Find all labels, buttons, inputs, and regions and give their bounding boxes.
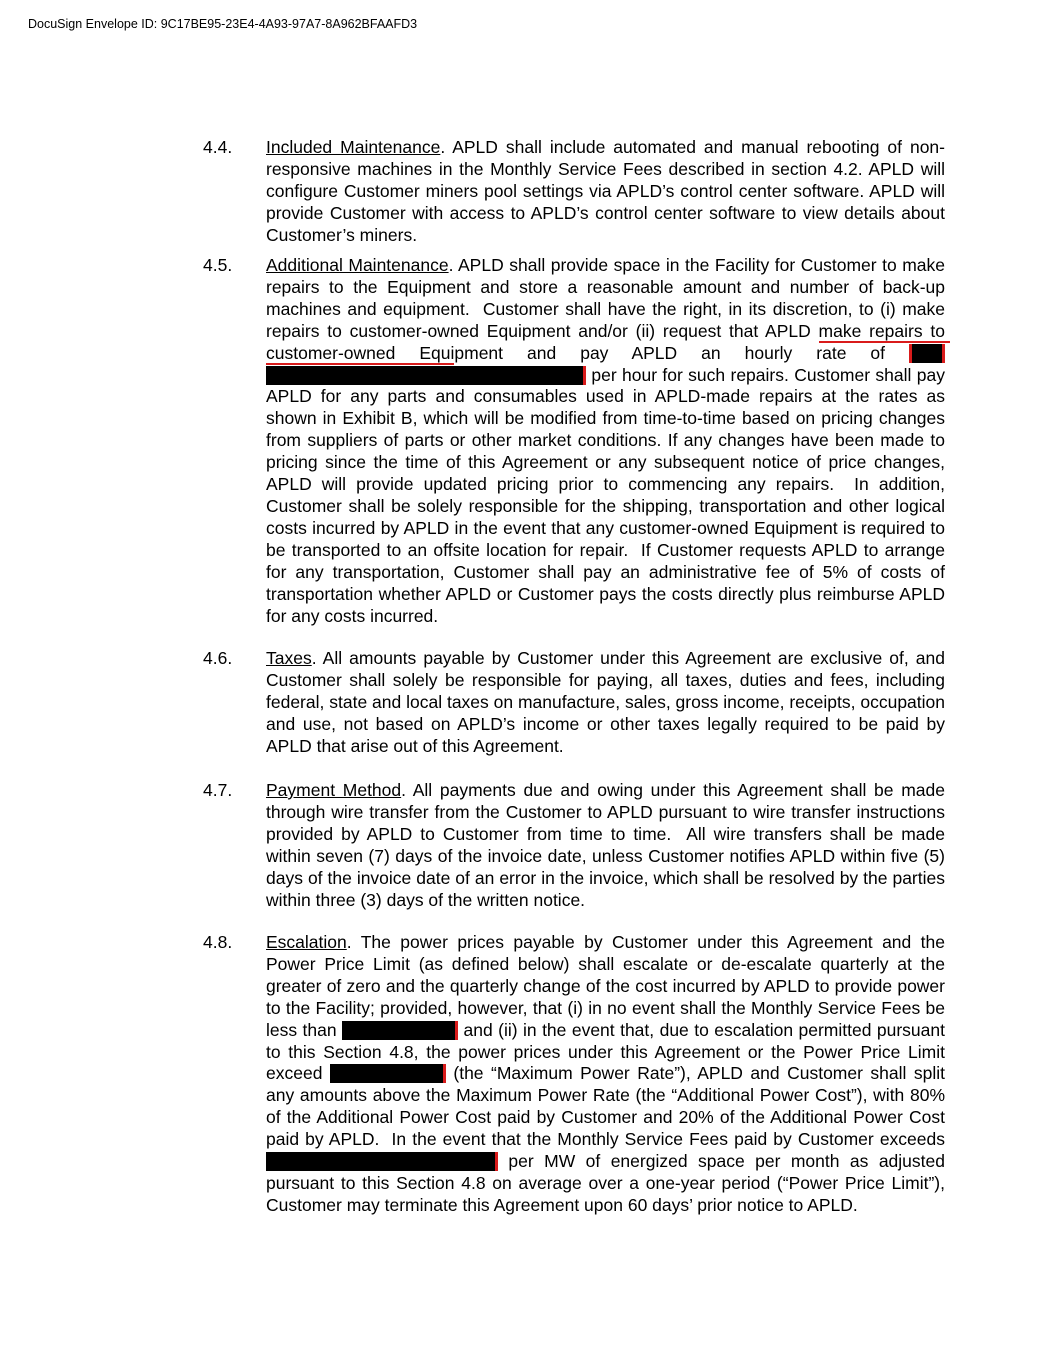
- section-heading: Additional Maintenance: [266, 255, 449, 275]
- section-body: [266, 932, 950, 1217]
- section-body: [266, 255, 950, 627]
- section-text: . All payments due and owing under this Agreement shall be made through wire transfer from the Customer to APLD pursuant to wire transfer instructions provided by APLD to Customer from time to time. All wire transfers shall be made within seven (7) days of the invoice date, unless Customer notifies APLD within five (5) days of the invoice date of an error in the invoice, which shall be resolved by the parties within three (3) days of the written notice.: [266, 780, 950, 910]
- redaction-box: [266, 366, 586, 385]
- section-text: . APLD shall include automated and manual rebooting of non-responsive machines in the Monthly Service Fees described in section 4.2. APLD will configure Customer miners pool settings via APLD’s control center software. APLD will provide Customer with access to APLD’s control center software to view details about Customer’s miners.: [266, 137, 950, 245]
- section-number: 4.8.: [203, 932, 233, 952]
- section-text: per hour for such repairs. Customer shall pay APLD for any parts and consumables used in APLD-made repairs at the rates as shown in Exhibit B, which will be modified from time-to-time based on pricing changes from suppliers of parts or other market conditions. If any changes have been made to pricing since the time of this Agreement or any subsequent notice of price changes, APLD will provide updated pricing prior to commencing any repairs. In addition, Customer shall be solely responsible for the shipping, transportation and other logical costs incurred by APLD in the event that any customer-owned Equipment is required to be transported to an offsite location for repair. If Customer requests APLD to arrange for any transportation, Customer shall pay an administrative fee of 5% of costs of transportation whether APLD or Customer pays the costs directly plus reimburse APLD for any costs incurred.: [266, 364, 950, 626]
- section-text: . All amounts payable by Customer under this Agreement are exclusive of, and Customer shall solely be responsible for paying, all taxes, duties and fees, including federal, state and local taxes on manufacture, sales, gross income, receipts, occupation and use, not based on APLD’s income or other taxes legally required to be paid by APLD that arise out of this Agreement.: [266, 648, 950, 756]
- section-heading: Included Maintenance: [266, 137, 441, 157]
- section-body: [266, 780, 950, 911]
- section-text: per MW of energized space per month as adjusted pursuant to this Section 4.8 on average over a one-year period (“Power Price Limit”), Customer may terminate this Agreement upon 60 days’ prior notice to APLD.: [266, 1151, 950, 1215]
- section-heading: Escalation: [266, 932, 347, 952]
- section-body: [266, 137, 950, 247]
- section-4-6: [203, 648, 950, 758]
- redaction-box: [909, 344, 945, 363]
- section-text: . APLD shall provide space in the Facility for Customer to make repairs to the Equipment and store a reasonable amount and number of back-up machines and equipment. Customer shall have the right, in its discretion, to (i) make repairs to customer-owned Equipment and/or (ii) request that APLD: [266, 255, 950, 341]
- section-text: and (ii) in the event that, due to escalation permitted pursuant to this Section 4.8, the power prices under this Agreement or the Power Price Limit exceed: [266, 1019, 950, 1084]
- section-number: 4.4.: [203, 137, 233, 157]
- section-4-8: [203, 932, 950, 1217]
- section-heading: Taxes: [266, 648, 312, 668]
- redaction-box: [342, 1021, 458, 1040]
- section-number: 4.5.: [203, 255, 233, 275]
- section-4-4: [203, 137, 950, 247]
- section-4-5: [203, 255, 950, 627]
- docusign-envelope-id: DocuSign Envelope ID: 9C17BE95-23E4-4A93-97A7-8A962BFAAFD3: [28, 17, 418, 31]
- section-body: [266, 648, 950, 758]
- section-number: 4.6.: [203, 648, 233, 668]
- section-text: pment and pay APLD an hourly rate of: [454, 342, 910, 363]
- redaction-box: [266, 1152, 498, 1171]
- section-number: 4.7.: [203, 780, 233, 800]
- redaction-box: [330, 1064, 446, 1083]
- highlighted-text: make repairs to customer-owned Equi: [266, 320, 950, 363]
- section-text: (the “Maximum Power Rate”), APLD and Customer shall split any amounts above the Maximum Power Rate (the “Additional Power Cost”), with 80% of the Additional Power Cost paid by Customer and 20% of the Additional Power Cost paid by APLD. In the event that the Monthly Service Fees paid by Customer exceeds: [266, 1063, 950, 1150]
- section-4-7: [203, 780, 950, 911]
- section-text: . The power prices payable by Customer under this Agreement and the Power Price Limit (as defined below) shall escalate or de-escalate quarterly at the greater of zero and the quarterly change of the cost incurred by APLD to provide power to the Facility; provided, however, that (i) in no event shall the Monthly Service Fees be less than: [266, 932, 950, 1040]
- section-heading: Payment Method: [266, 780, 402, 800]
